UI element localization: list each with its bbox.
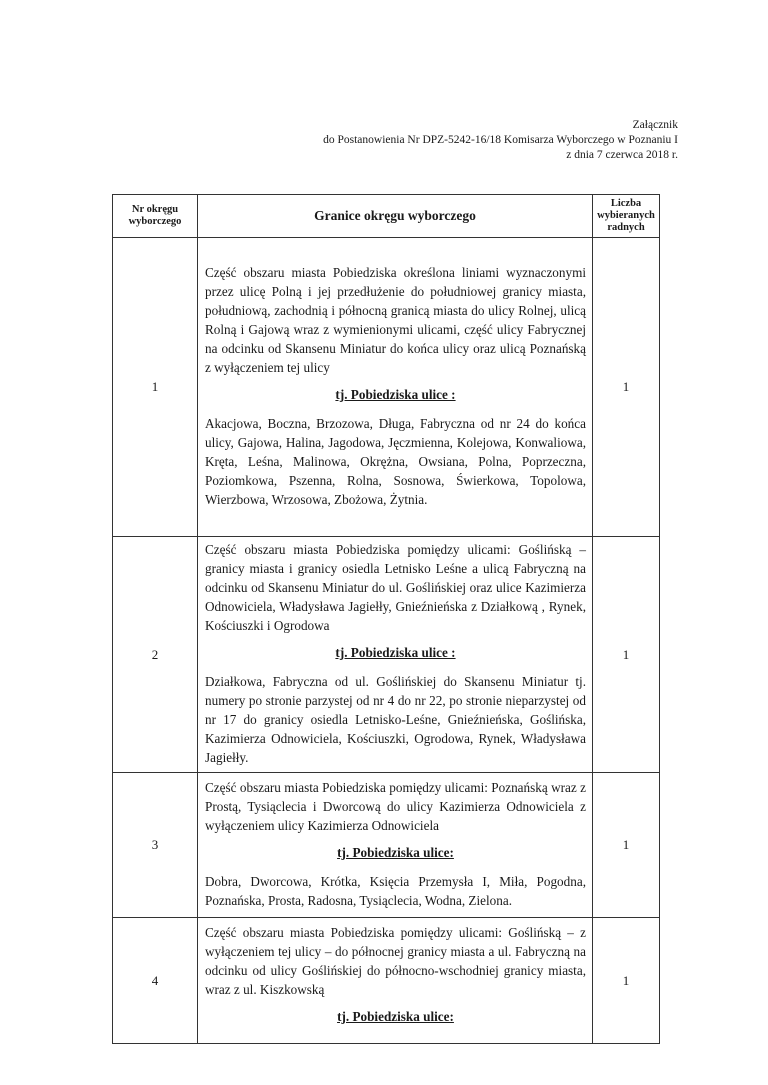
decision-reference: do Postanowienia Nr DPZ-5242-16/18 Komisarza Wyborczego w Poznaniu I <box>323 134 678 146</box>
district-number: 2 <box>113 537 198 773</box>
electoral-districts-table <box>112 194 660 1044</box>
district-borders <box>198 238 593 537</box>
streets-subheading: tj. Pobiedziska ulice : <box>335 387 456 402</box>
column-header-borders: Granice okręgu wyborczego <box>198 195 593 238</box>
street-list: Dobra, Dworcowa, Krótka, Księcia Przemysła I, Miła, Pogodna, Poznańska, Prosta, Radosna, Tysiąclecia, Wodna, Zielona. <box>205 874 586 908</box>
street-list: Działkowa, Fabryczna od ul. Goślińskiej do Skansenu Miniatur tj. numery po stronie parzystej od nr 4 do nr 22, po stronie nieparzystej od nr 17 do granicy osiedla Letnisko-Leśne, Gnieźnieńska, Goślińska, Kazimierza Odnowiciela, Kościuszki, Ogrodowa, Rynek, Władysława Jagiełły. <box>205 674 586 765</box>
column-header-count: Liczba wybieranych radnych <box>593 195 660 238</box>
district-number: 3 <box>113 773 198 918</box>
street-list: Akacjowa, Boczna, Brzozowa, Długa, Fabryczna od nr 24 do końca ulicy, Gajowa, Halina, Jagodowa, Jęczmienna, Kolejowa, Konwaliowa, Kręta, Leśna, Malinowa, Okrężna, Owsiana, Polna, Poprzeczna, Poziomkowa, Pszenna, Rolna, Sosnowa, Świerkowa, Topolowa, Wierzbowa, Wrzosowa, Zbożowa, Żytnia. <box>205 416 586 507</box>
district-number: 4 <box>113 918 198 1044</box>
district-borders <box>198 773 593 918</box>
district-description: Część obszaru miasta Pobiedziska pomiędzy ulicami: Poznańską wraz z Prostą, Tysiąclecia i Dworcową do ulicy Kazimierza Odnowiciela z wyłączeniem ulicy Kazimierza Odnowiciela <box>205 780 586 833</box>
councillor-count: 1 <box>593 238 660 537</box>
table-row <box>113 918 660 1044</box>
table-row <box>113 773 660 918</box>
councillor-count: 1 <box>593 537 660 773</box>
table-row <box>113 238 660 537</box>
district-borders <box>198 537 593 773</box>
councillor-count: 1 <box>593 918 660 1044</box>
district-description: Część obszaru miasta Pobiedziska pomiędzy ulicami: Goślińską – z wyłączeniem tej ulicy – do północnej granicy miasta a ul. Fabryczną na odcinku od ulicy Goślińskiej do północno-wschodniej granicy miasta, wraz z ul. Kiszkowską <box>205 925 586 997</box>
attachment-label: Załącznik <box>632 119 678 131</box>
decision-date: z dnia 7 czerwca 2018 r. <box>566 149 678 161</box>
column-header-nr: Nr okręgu wyborczego <box>113 195 198 238</box>
table-header-row <box>113 195 660 238</box>
district-description: Część obszaru miasta Pobiedziska pomiędzy ulicami: Goślińską – granicy miasta i granicy osiedla Letnisko Leśne a ulicą Fabryczną na odcinku od Skansenu Miniatur do ul. Goślińskiej oraz ulice Kazimierza Odnowiciela, Władysława Jagiełły, Gnieźnieńska z Działkową , Rynek, Kościuszki i Ogrodowa <box>205 542 586 633</box>
councillor-count: 1 <box>593 773 660 918</box>
streets-subheading: tj. Pobiedziska ulice: <box>337 845 454 860</box>
streets-subheading: tj. Pobiedziska ulice: <box>337 1009 454 1024</box>
document-header <box>323 118 678 163</box>
district-number: 1 <box>113 238 198 537</box>
district-borders <box>198 918 593 1044</box>
table-row <box>113 537 660 773</box>
streets-subheading: tj. Pobiedziska ulice : <box>335 645 456 660</box>
district-description: Część obszaru miasta Pobiedziska określona liniami wyznaczonymi przez ulicę Polną i jej przedłużenie do południowej granicy miasta, południową, zachodnią i północną granicą miasta do ulicy Rolnej, ulicą Rolną i Gajową wraz z wymienionymi ulicami, część ulicy Fabrycznej na odcinku od Skansenu Miniatur do końca ulicy oraz ulicą Poznańską z wyłączeniem tej ulicy <box>205 265 586 375</box>
